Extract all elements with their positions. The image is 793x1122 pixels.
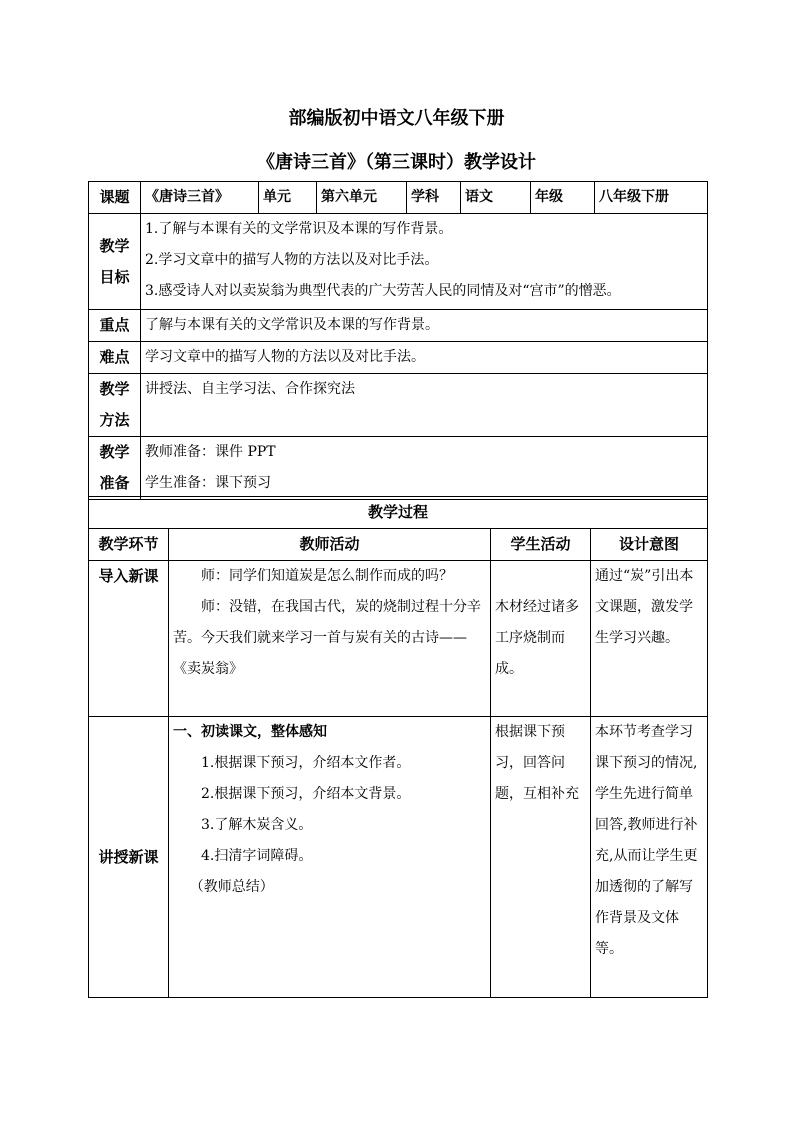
subject-label: 学科: [407, 182, 461, 214]
teacher-activity-line: 1.根据课下预习，介绍本文作者。: [201, 755, 411, 771]
prep-cell: [141, 437, 708, 500]
unit-label: 单元: [259, 182, 317, 214]
teacher-activity-heading: 一、初读课文，整体感知: [173, 724, 327, 740]
difficulty-value: 学习文章中的描写人物的方法以及对比手法。: [141, 342, 708, 374]
method-label-line1: 教学: [99, 380, 130, 398]
course-label: 课题: [89, 182, 141, 214]
student-activity-cell: 木材经过诸多工序烧制而成。: [491, 561, 591, 717]
prep-teacher: 教师准备：课件 PPT: [145, 444, 276, 460]
key-label: 重点: [89, 310, 141, 342]
key-value: 了解与本课有关的文学常识及本课的写作背景。: [141, 310, 708, 342]
prep-label-line2: 准备: [99, 474, 130, 492]
student-activity-cell: 根据课下预习，回答问题，互相补充: [491, 717, 591, 998]
teacher-activity-line: 师：同学们知道炭是怎么制作而成的吗？: [201, 568, 453, 584]
goals-label: [89, 214, 141, 310]
teacher-activity-line: 2.根据课下预习，介绍本文背景。: [201, 786, 411, 802]
difficulty-label: 难点: [89, 342, 141, 374]
header-stage: 教学环节: [89, 529, 169, 561]
table-row: [89, 561, 708, 717]
stage-cell: 导入新课: [89, 561, 169, 717]
teaching-process-table: [88, 496, 708, 998]
teacher-activity-line: 4.扫清字词障碍。: [201, 848, 313, 864]
grade-label: 年级: [531, 182, 595, 214]
header-student-activity: 学生活动: [491, 529, 591, 561]
stage-cell: 讲授新课: [89, 717, 169, 998]
goal-item: 1.了解与本课有关的文学常识及本课的写作背景。: [145, 221, 453, 237]
header-teacher-activity: 教师活动: [169, 529, 491, 561]
prep-label: [89, 437, 141, 500]
unit-value: 第六单元: [317, 182, 407, 214]
prep-label-line1: 教学: [99, 443, 130, 461]
header-design-intent: 设计意图: [591, 529, 708, 561]
grade-value: 八年级下册: [595, 182, 708, 214]
goals-label-line2: 目标: [99, 267, 130, 286]
process-section-title: 教学过程: [89, 497, 708, 529]
lesson-info-table: [88, 181, 708, 500]
method-value: 讲授法、自主学习法、合作探究法: [141, 374, 708, 437]
table-row: [89, 717, 708, 998]
document-subtitle: 《唐诗三首》（第三课时）教学设计: [257, 152, 536, 173]
method-label-line2: 方法: [99, 411, 130, 429]
goal-item: 3.感受诗人对以卖炭翁为典型代表的广大劳苦人民的同情及对“宫市”的憎恶。: [145, 283, 621, 299]
goals-label-line1: 教学: [99, 236, 130, 255]
goal-item: 2.学习文章中的描写人物的方法以及对比手法。: [145, 252, 439, 268]
teacher-activity-cell: [169, 561, 491, 717]
document-title: 部编版初中语文八年级下册: [288, 108, 505, 129]
teacher-activity-line: 师：没错，在我国古代，炭的烧制过程十分辛苦。今天我们就来学习一首与炭有关的古诗——《卖炭翁》: [173, 599, 481, 677]
teacher-activity-line: （教师总结）: [189, 879, 274, 895]
method-label: [89, 374, 141, 437]
course-value: 《唐诗三首》: [141, 182, 259, 214]
prep-student: 学生准备：课下预习: [145, 475, 271, 491]
teacher-activity-cell: [169, 717, 491, 998]
design-intent-cell: 通过“炭”引出本文课题，激发学生学习兴趣。: [591, 561, 708, 717]
subject-value: 语文: [461, 182, 531, 214]
teacher-activity-line: 3.了解木炭含义。: [201, 817, 313, 833]
goals-cell: [141, 214, 708, 310]
design-intent-cell: 本环节考查学习课下预习的情况,学生先进行简单回答,教师进行补充,从而让学生更加透彻的了解写作背景及文体等。: [591, 717, 708, 998]
